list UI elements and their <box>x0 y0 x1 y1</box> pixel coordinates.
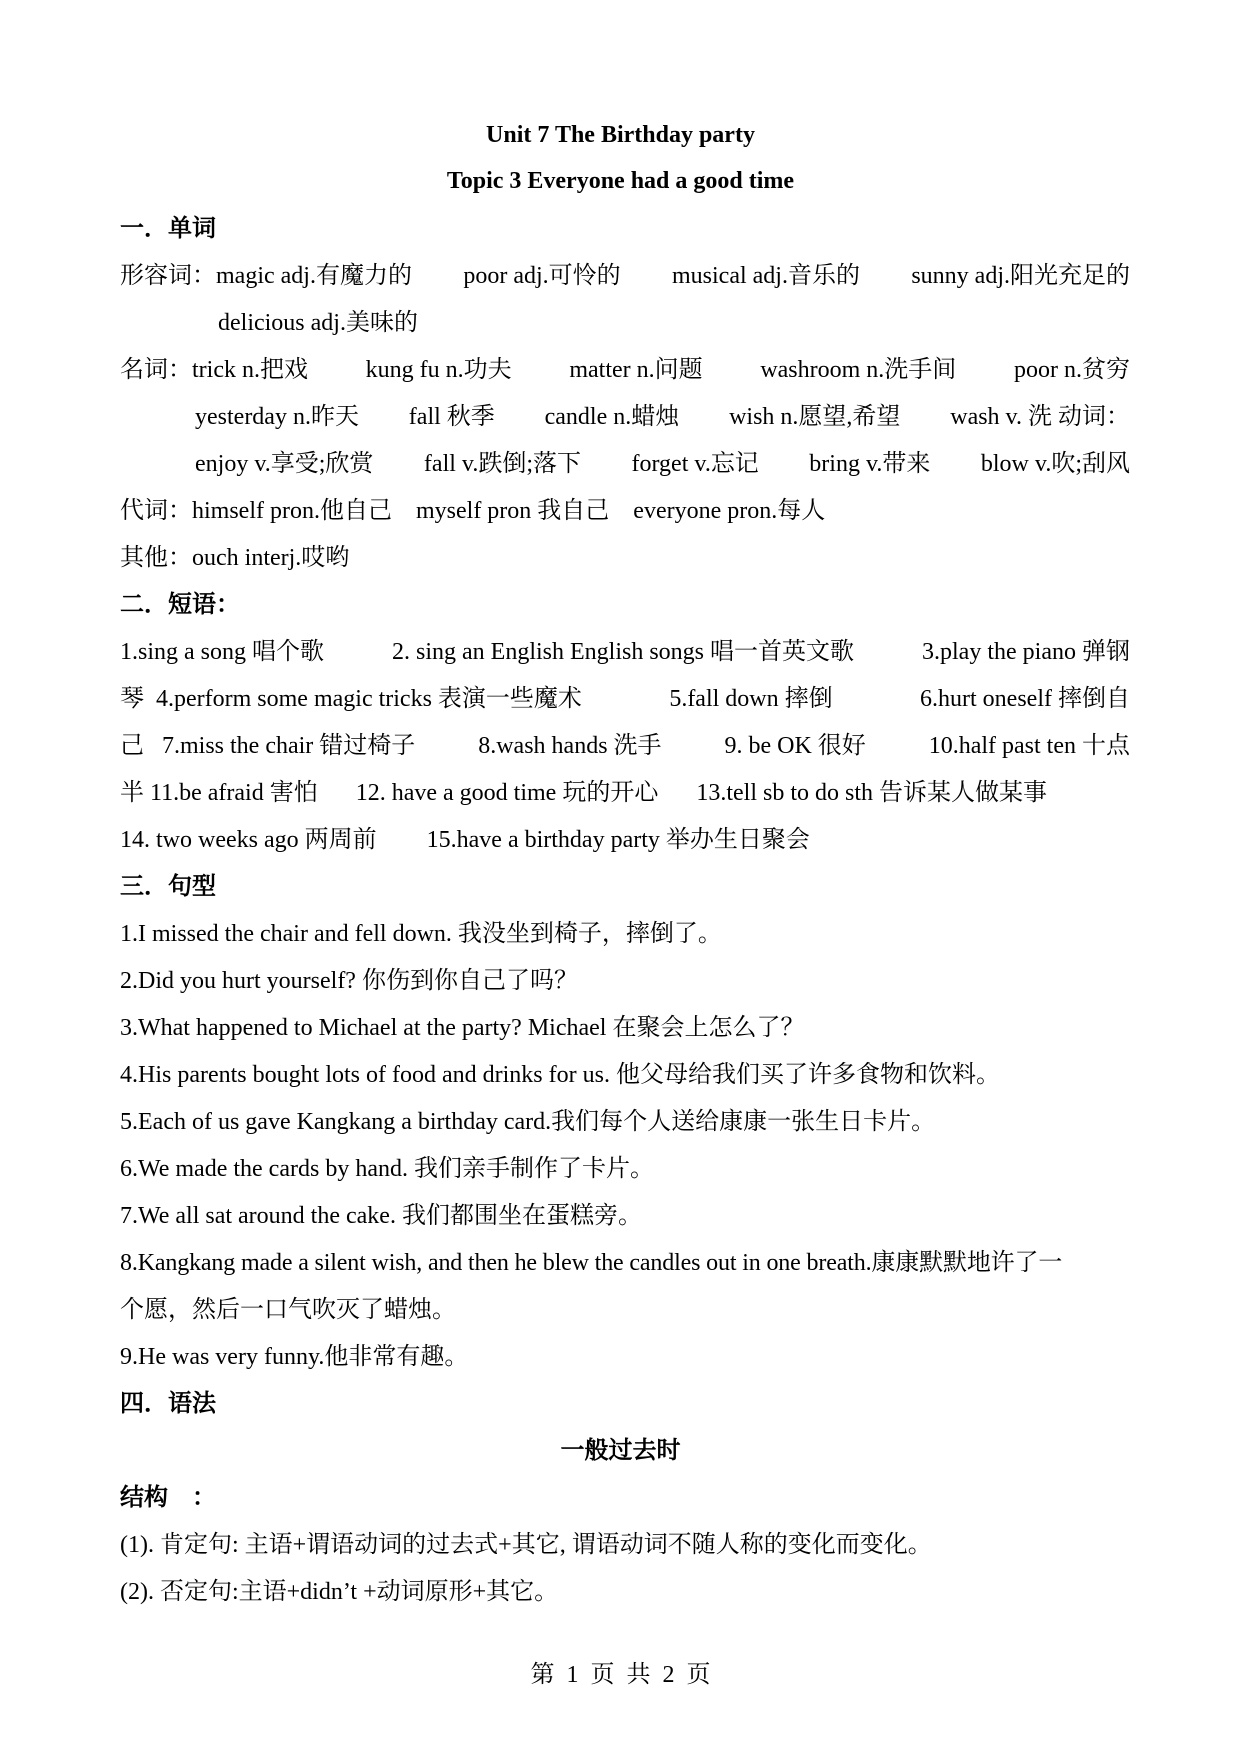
noun-entry: washroom n.洗手间 <box>760 357 957 383</box>
other-label: 其他： <box>120 545 192 571</box>
noun-entry: 名词：trick n.把戏 <box>120 357 308 383</box>
noun-entry: wash v. 洗 动词： <box>950 404 1130 430</box>
noun-row <box>120 355 1130 385</box>
pronoun-row <box>120 496 1130 526</box>
verb-entry: fall v.跌倒;落下 <box>423 451 582 477</box>
verb-entry: forget v.忘记 <box>631 451 759 477</box>
sentence-line: 1.I missed the chair and fell down. 我没坐到椅子，摔倒了。 <box>120 921 722 947</box>
sentence-line: 3.What happened to Michael at the party? Michael 在聚会上怎么了？ <box>120 1015 805 1041</box>
phrase-item: 12. have a good time 玩的开心 <box>355 780 659 806</box>
noun-row <box>195 402 1130 432</box>
pronoun-entry: everyone pron.每人 <box>633 498 826 524</box>
adjective-row <box>120 261 1130 291</box>
phrase-row <box>120 684 1130 714</box>
sentence-line: 5.Each of us gave Kangkang a birthday card.我们每个人送给康康一张生日卡片。 <box>120 1109 936 1135</box>
grammar-title: 一般过去时 <box>560 1438 681 1464</box>
noun-entry: kung fu n.功夫 <box>365 357 512 383</box>
phrase-item: 己 7.miss the chair 错过椅子 <box>120 733 416 759</box>
phrase-row <box>120 637 1130 667</box>
pronoun-entry: myself pron 我自己 <box>415 498 610 524</box>
verb-entry: bring v.带来 <box>809 451 931 477</box>
section-heading-phrases: 二．短语： <box>120 592 240 618</box>
phrase-item: 1.sing a song 唱个歌 <box>120 639 324 665</box>
verb-entry: blow v.吹;刮风 <box>980 451 1130 477</box>
phrase-item: 13.tell sb to do sth 告诉某人做某事 <box>696 780 1048 806</box>
phrase-item: 6.hurt oneself 摔倒自 <box>920 686 1130 712</box>
grammar-rule: (2). 否定句:主语+didn’t +动词原形+其它。 <box>120 1579 559 1605</box>
noun-entry: fall 秋季 <box>408 404 495 430</box>
pronoun-label: 代词： <box>120 498 192 524</box>
adjective-entry: sunny adj.阳光充足的 <box>911 263 1130 289</box>
pronoun-entry: himself pron.他自己 <box>192 498 392 524</box>
adjective-entry: musical adj.音乐的 <box>672 263 860 289</box>
phrase-row <box>120 778 1130 808</box>
sentence-line: 9.He was very funny.他非常有趣。 <box>120 1344 469 1370</box>
sentence-line: 7.We all sat around the cake. 我们都围坐在蛋糕旁。 <box>120 1203 642 1229</box>
verb-row <box>195 449 1130 479</box>
noun-entry: matter n.问题 <box>569 357 703 383</box>
adjective-entry: poor adj.可怜的 <box>463 263 621 289</box>
phrase-row <box>120 825 1130 855</box>
sentence-line: 8.Kangkang made a silent wish, and then he blew the candles out in one breath.康康默默地许了一 <box>120 1250 1063 1276</box>
noun-entry: wish n.愿望,希望 <box>729 404 901 430</box>
sentence-line: 2.Did you hurt yourself? 你伤到你自己了吗？ <box>120 968 578 994</box>
phrase-item: 8.wash hands 洗手 <box>478 733 662 759</box>
sentence-line: 4.His parents bought lots of food and drinks for us. 他父母给我们买了许多食物和饮料。 <box>120 1062 1000 1088</box>
document-title: Unit 7 The Birthday party <box>486 122 755 148</box>
sentence-line: 6.We made the cards by hand. 我们亲手制作了卡片。 <box>120 1156 654 1182</box>
adjective-entry: 形容词：magic adj.有魔力的 <box>120 263 412 289</box>
other-entry: ouch interj.哎哟 <box>192 545 350 571</box>
noun-entry: candle n.蜡烛 <box>544 404 680 430</box>
noun-entry: yesterday n.昨天 <box>195 404 359 430</box>
other-row <box>120 543 1130 573</box>
page-footer: 第 1 页 共 2 页 <box>530 1662 711 1688</box>
phrase-item: 11.be afraid 害怕 <box>150 780 318 806</box>
phrase-item: 2. sing an English English songs 唱一首英文歌 <box>392 639 855 665</box>
adjective-entry: delicious adj.美味的 <box>218 310 418 336</box>
phrase-item: 3.play the piano 弹钢 <box>922 639 1130 665</box>
structure-label: 结构 ： <box>120 1485 216 1511</box>
noun-entry: poor n.贫穷 <box>1013 357 1130 383</box>
noun-label: 名词： <box>120 357 192 383</box>
section-heading-vocabulary: 一．单词 <box>120 216 216 242</box>
sentence-line: 个愿，然后一口气吹灭了蜡烛。 <box>120 1297 456 1323</box>
verb-entry: enjoy v.享受;欣赏 <box>195 451 374 477</box>
phrase-item: 半 <box>120 780 144 806</box>
phrase-item: 9. be OK 很好 <box>724 733 866 759</box>
phrase-item: 14. two weeks ago 两周前 <box>120 827 377 853</box>
phrase-item: 15.have a birthday party 举办生日聚会 <box>426 827 810 853</box>
phrase-item: 琴 4.perform some magic tricks 表演一些魔术 <box>120 686 582 712</box>
section-heading-grammar: 四．语法 <box>120 1391 216 1417</box>
phrase-item: 10.half past ten 十点 <box>928 733 1130 759</box>
phrase-item: 5.fall down 摔倒 <box>669 686 833 712</box>
grammar-rule: (1). 肯定句: 主语+谓语动词的过去式+其它, 谓语动词不随人称的变化而变化。 <box>120 1532 932 1558</box>
adjective-label: 形容词： <box>120 263 216 289</box>
section-heading-sentences: 三．句型 <box>120 874 216 900</box>
document-subtitle: Topic 3 Everyone had a good time <box>446 168 795 194</box>
phrase-row <box>120 731 1130 761</box>
